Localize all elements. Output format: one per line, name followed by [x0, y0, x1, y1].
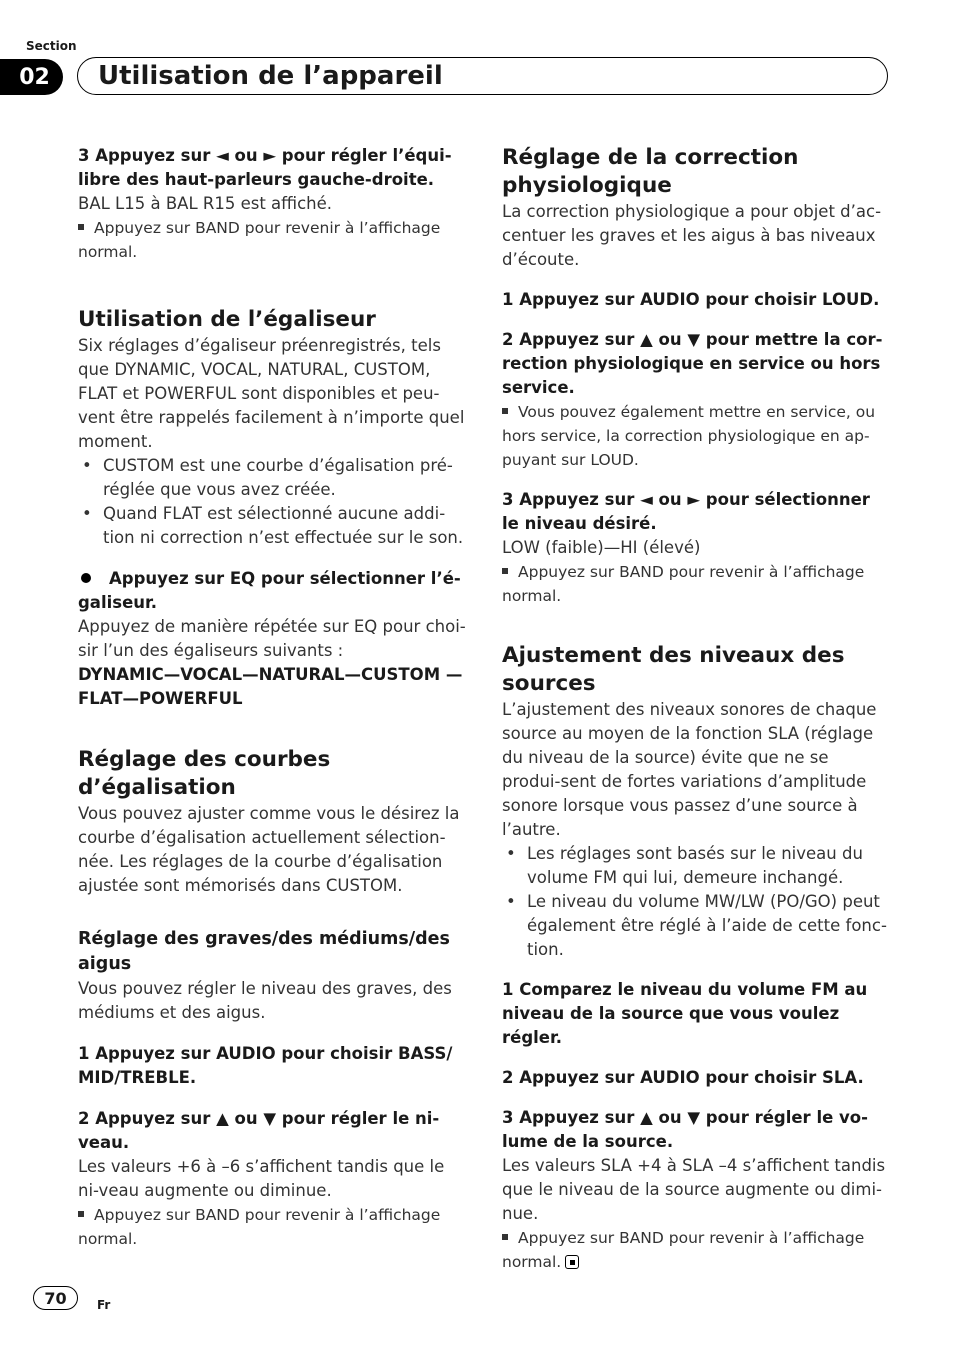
bullet-icon: •	[82, 504, 92, 523]
heading-bass-mid-treble: Réglage des graves/des médiums/des aigus	[78, 929, 450, 974]
bullet-icon: •	[506, 844, 516, 863]
step-loud-2: 2 Appuyez sur ▲ ou ▼ pour mettre la cor-rection physiologique en service ou hors service.	[502, 330, 883, 397]
right-column	[502, 144, 892, 1274]
end-of-section-icon	[565, 1255, 579, 1269]
step-eq-body: Appuyez de manière répétée sur EQ pour choi-sir l’un des égaliseurs suivants :	[78, 617, 466, 660]
eq-sequence: DYNAMIC—VOCAL—NATURAL—CUSTOM —FLAT—POWERFUL	[78, 665, 463, 708]
note-marker-icon	[502, 568, 508, 574]
heading-loudness: Réglage de la correction physiologique	[502, 145, 799, 198]
step-eq: Appuyez sur EQ pour sélectionner l’é-galiseur.	[78, 569, 461, 612]
note-marker-icon	[78, 1211, 84, 1217]
heading-equalizer: Utilisation de l’égaliseur	[78, 307, 376, 332]
page-title: Utilisation de l’appareil	[98, 61, 443, 91]
step-sla-1: 1 Comparez le niveau du volume FM au niveau de la source que vous voulez régler.	[502, 980, 868, 1047]
sla-body: L’ajustement des niveaux sonores de chaque source au moyen de la fonction SLA (réglage du niveau de la source) évite que ne se produi-sent de fortes variations d’amplitude sonore lorsque vous passez d’une source à l’autre.	[502, 700, 877, 839]
heading-sla: Ajustement des niveaux des sources	[502, 643, 845, 696]
left-column	[78, 144, 468, 1251]
list-item: • Le niveau du volume MW/LW (PO/GO) peut également être réglé à l’aide de cette fonc-tion.	[506, 892, 887, 959]
section-label: Section	[26, 39, 77, 53]
eq-curves-body: Vous pouvez ajuster comme vous le désirez la courbe d’égalisation actuellement sélection-née. Les réglages de la courbe d’égalisation ajustée sont mémorisés dans CUSTOM.	[78, 804, 460, 895]
bullet-icon: •	[82, 456, 92, 475]
equalizer-intro: Six réglages d’égaliseur préenregistrés, tels que DYNAMIC, VOCAL, NATURAL, CUSTOM, FLAT et POWERFUL sont disponibles et peu-vent être rappelés facilement à n’importe quel moment.	[78, 336, 465, 451]
step-bass-2: 2 Appuyez sur ▲ ou ▼ pour régler le ni-veau.	[78, 1109, 440, 1152]
page-number: 70	[33, 1286, 78, 1310]
section-number-badge: 02	[0, 59, 63, 95]
list-item: • Quand FLAT est sélectionné aucune addi-tion ni correction n’est effectuée sur le son.	[82, 504, 464, 547]
page-title-box	[77, 57, 888, 95]
step-bass-1: 1 Appuyez sur AUDIO pour choisir BASS/ MID/TREBLE.	[78, 1044, 453, 1087]
note-band: Appuyez sur BAND pour revenir à l’affichage normal.	[502, 1229, 865, 1271]
note-band: Appuyez sur BAND pour revenir à l’affichage normal.	[78, 219, 441, 261]
heading-eq-curves: Réglage des courbes d’égalisation	[78, 747, 331, 800]
step-balance-result: BAL L15 à BAL R15 est affiché.	[78, 194, 333, 213]
language-code: Fr	[97, 1298, 111, 1312]
step-sla-3-body: Les valeurs SLA +4 à SLA –4 s’affichent tandis que le niveau de la source augmente ou dimi-nue.	[502, 1156, 886, 1223]
step-sla-3: 3 Appuyez sur ▲ ou ▼ pour régler le vo-lume de la source.	[502, 1108, 868, 1151]
note-marker-icon	[502, 408, 508, 414]
list-item: • CUSTOM est une courbe d’égalisation pré-réglée que vous avez créée.	[82, 456, 453, 499]
note-marker-icon	[78, 224, 84, 230]
list-item: • Les réglages sont basés sur le niveau du volume FM qui lui, demeure inchangé.	[506, 844, 863, 887]
bass-body: Vous pouvez régler le niveau des graves, des médiums et des aigus.	[78, 979, 452, 1022]
step-loud-1: 1 Appuyez sur AUDIO pour choisir LOUD.	[502, 290, 880, 309]
note-band: Appuyez sur BAND pour revenir à l’affichage normal.	[502, 563, 865, 605]
step-sla-2: 2 Appuyez sur AUDIO pour choisir SLA.	[502, 1068, 864, 1087]
note-marker-icon	[502, 1234, 508, 1240]
step-loud-3-body: LOW (faible)—HI (élevé)	[502, 538, 701, 557]
note-band: Appuyez sur BAND pour revenir à l’affichage normal.	[78, 1206, 441, 1248]
bullet-icon: •	[506, 892, 516, 911]
step-bass-2-body: Les valeurs +6 à –6 s’affichent tandis que le ni-veau augmente ou diminue.	[78, 1157, 445, 1200]
step-balance: 3 Appuyez sur ◄ ou ► pour régler l’équi-libre des haut-parleurs gauche-droite.	[78, 146, 452, 189]
loudness-body: La correction physiologique a pour objet d’ac-centuer les graves et les aigus à bas niveaux d’écoute.	[502, 202, 882, 269]
step-loud-3: 3 Appuyez sur ◄ ou ► pour sélectionner le niveau désiré.	[502, 490, 870, 533]
step-dot-icon	[81, 573, 91, 583]
note-loud: Vous pouvez également mettre en service, ou hors service, la correction physiologique en ap-puyant sur LOUD.	[502, 403, 876, 469]
